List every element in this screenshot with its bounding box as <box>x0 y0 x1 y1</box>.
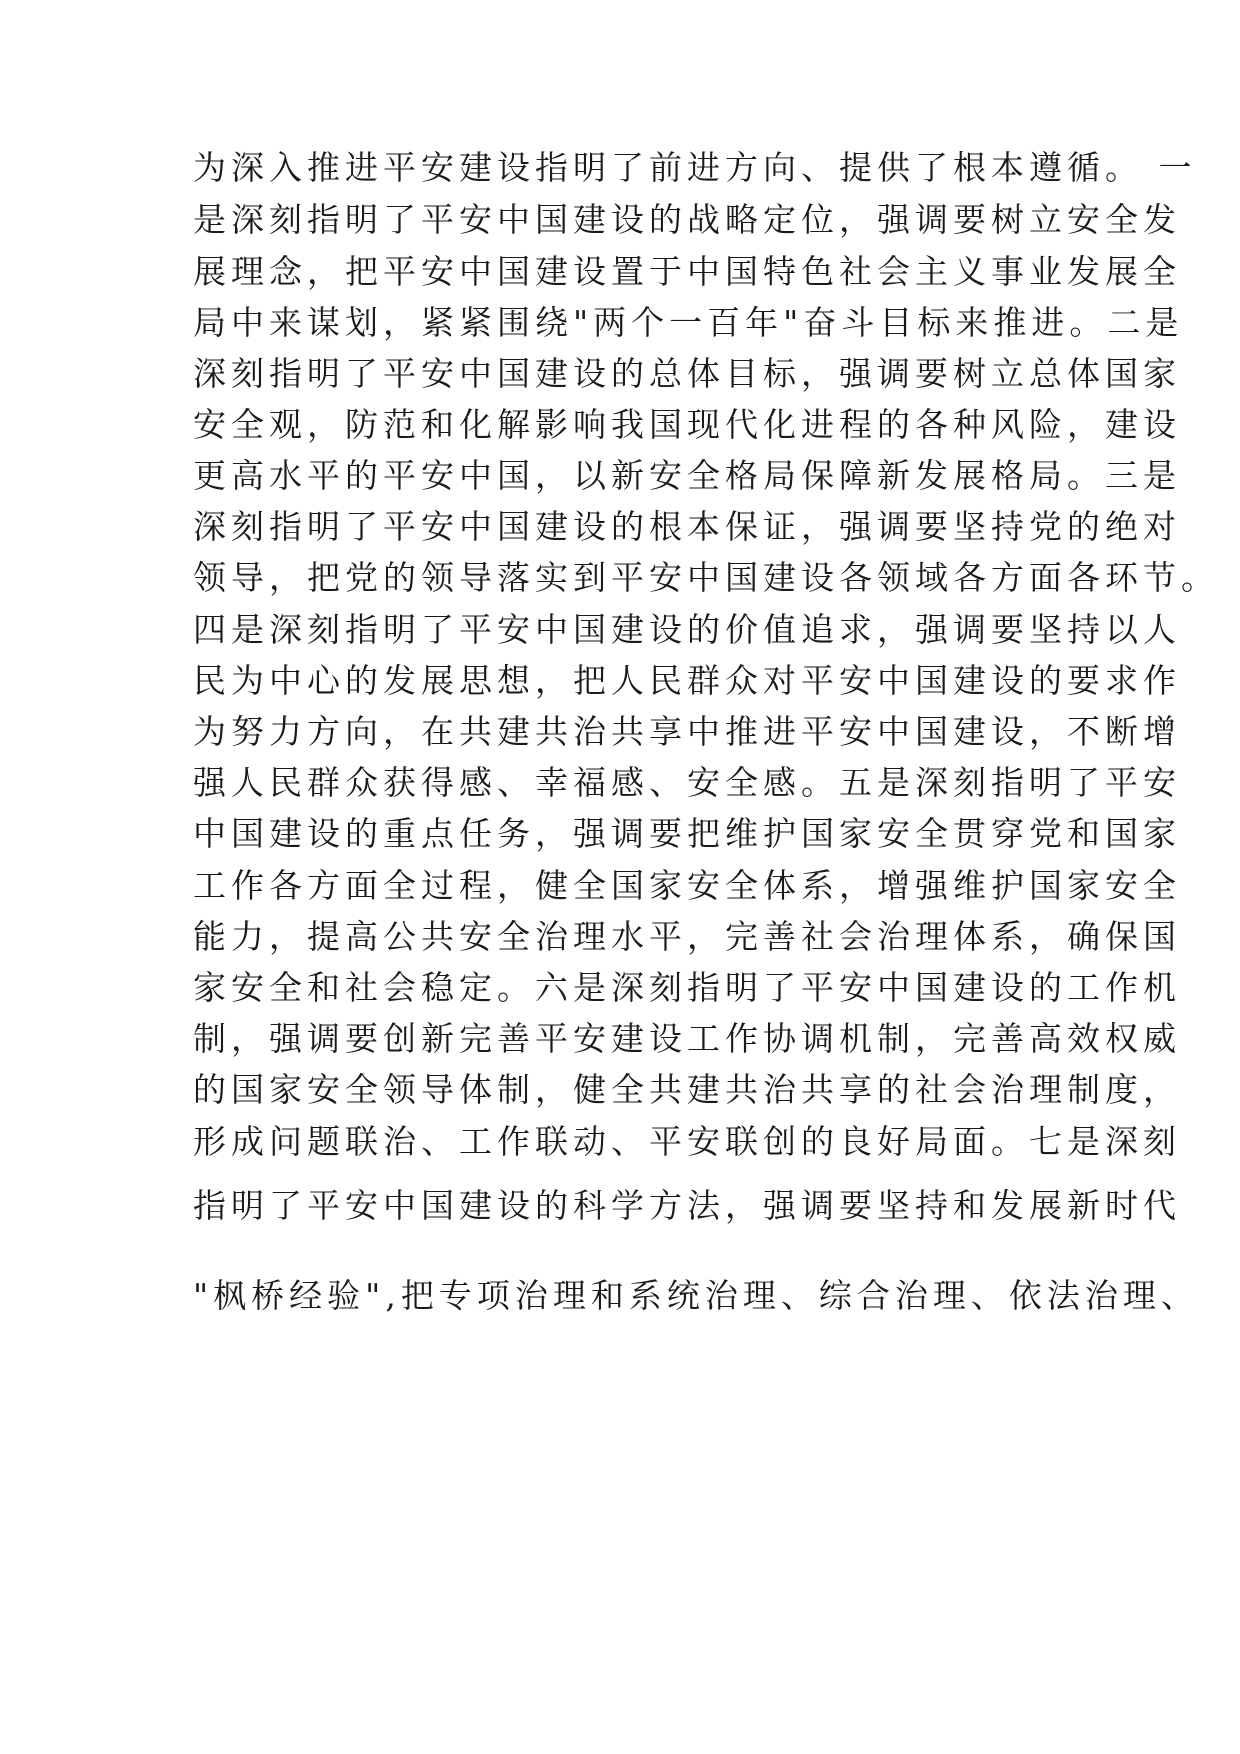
text-line-1: 为深入推进平安建设指明了前进方向、提供了根本遵循。 一 <box>193 148 1197 187</box>
text-line-21: 指明了平安中国建设的科学方法，强调要坚持和发展新时代 <box>193 1186 1181 1225</box>
text-line-22: "枫桥经验",把专项治理和系统治理、综合治理、依法治理、 <box>193 1276 1199 1315</box>
text-line-12: 为努力方向，在共建共治共享中推进平安中国建设，不断增 <box>193 712 1181 751</box>
text-line-15: 工作各方面全过程，健全国家安全体系，增强维护国家安全 <box>193 866 1181 905</box>
text-line-6: 安全观，防范和化解影响我国现代化进程的各种风险，建设 <box>193 405 1181 444</box>
text-line-8: 深刻指明了平安中国建设的根本保证，强调要坚持党的绝对 <box>193 507 1181 546</box>
text-line-3: 展理念，把平安中国建设置于中国特色社会主义事业发展全 <box>193 252 1181 291</box>
text-line-5: 深刻指明了平安中国建设的总体目标，强调要树立总体国家 <box>193 354 1181 393</box>
text-line-4: 局中来谋划，紧紧围绕"两个一百年"奋斗目标来推进。二是 <box>193 303 1184 342</box>
text-line-19: 的国家安全领导体制，健全共建共治共享的社会治理制度， <box>193 1070 1181 1109</box>
text-line-16: 能力，提高公共安全治理水平，完善社会治理体系，确保国 <box>193 917 1181 956</box>
text-line-14: 中国建设的重点任务，强调要把维护国家安全贯穿党和国家 <box>193 814 1181 853</box>
text-line-7: 更高水平的平安中国，以新安全格局保障新发展格局。三是 <box>193 456 1181 495</box>
text-line-17: 家安全和社会稳定。六是深刻指明了平安中国建设的工作机 <box>193 968 1181 1007</box>
text-line-2: 是深刻指明了平安中国建设的战略定位，强调要树立安全发 <box>193 200 1181 239</box>
text-line-13: 强人民群众获得感、幸福感、安全感。五是深刻指明了平安 <box>193 763 1181 802</box>
text-line-20: 形成问题联治、工作联动、平安联创的良好局面。七是深刻 <box>193 1122 1181 1161</box>
text-line-9: 领导，把党的领导落实到平安中国建设各领域各方面各环节。 <box>193 558 1219 597</box>
text-line-10: 四是深刻指明了平安中国建设的价值追求，强调要坚持以人 <box>193 610 1181 649</box>
text-line-11: 民为中心的发展思想，把人民群众对平安中国建设的要求作 <box>193 661 1181 700</box>
text-line-18: 制，强调要创新完善平安建设工作协调机制，完善高效权威 <box>193 1019 1181 1058</box>
